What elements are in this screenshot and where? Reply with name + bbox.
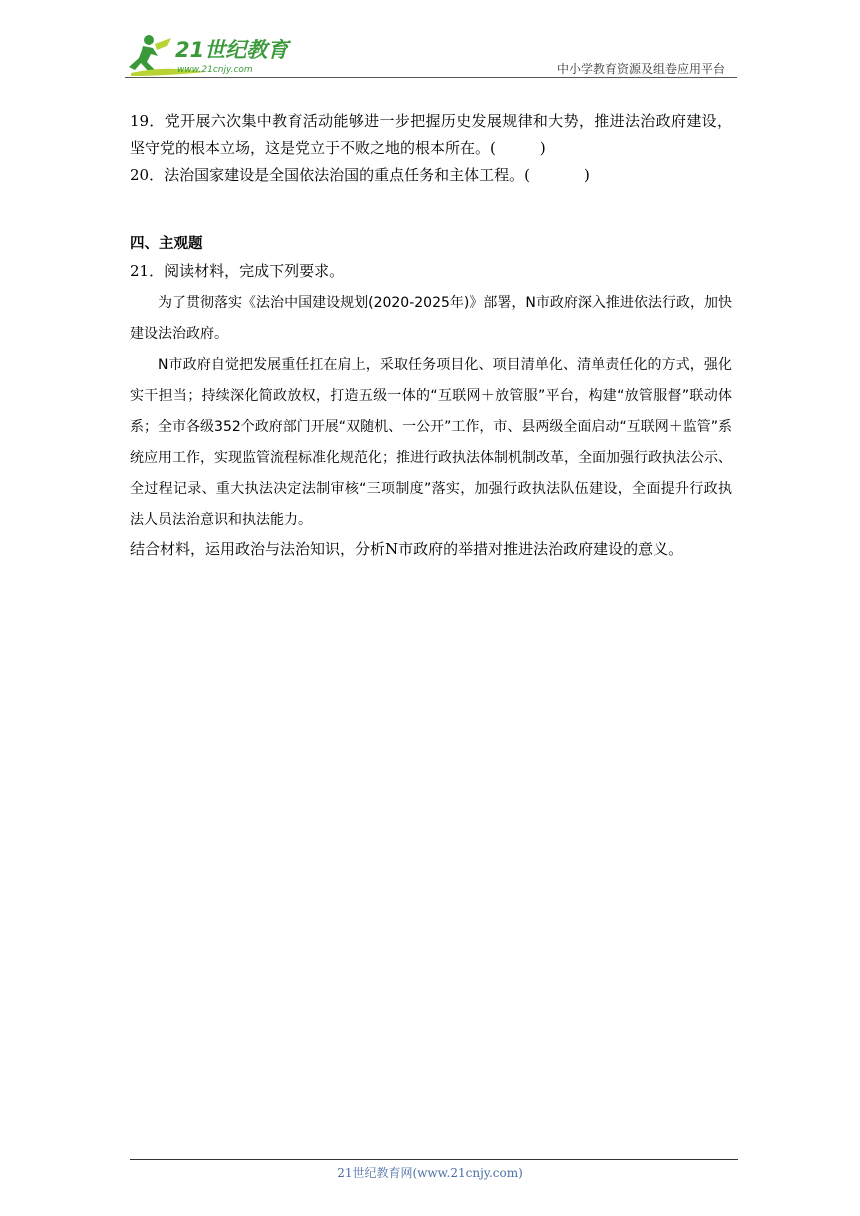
material-paragraph-2: N市政府自觉把发展重任扛在肩上，采取任务项目化、项目清单化、清单责任化的方式，强化实干担当；持续深化简政放权，打造五级一体的“互联网＋放管服”平台，构建“放管服督”联动体系；全市各级352个政府部门开展“双随机、一公开”工作，市、县两级全面启动“互联网＋监管”系统应用工作，实现监管流程标准化规范化；推进行政执法体制机制改革，全面加强行政执法公示、全过程记录、重大执法决定法制审核“三项制度”落实，加强行政执法队伍建设，全面提升行政执法人员法治意识和执法能力。	[130, 357, 732, 528]
question-19-close: )	[539, 139, 546, 157]
question-19-text: 19．党开展六次集中教育活动能够进一步把握历史发展规律和大势，推进法治政府建设，坚守党的根本立场，这是党立于不败之地的根本所在。(	[130, 112, 732, 157]
footer-divider	[130, 1159, 738, 1160]
question-19	[130, 108, 732, 162]
question-21-intro: 21．阅读材料，完成下列要求。	[130, 262, 345, 280]
logo-url: www.21cnjy.com	[177, 65, 253, 75]
header-divider	[125, 77, 737, 78]
question-20-text: 20．法治国家建设是全国依法治国的重点任务和主体工程。(	[130, 166, 530, 184]
document-body	[130, 108, 732, 563]
section-title: 四、主观题	[130, 236, 203, 252]
page-header	[125, 28, 737, 80]
question-20-close: )	[583, 166, 590, 184]
question-20	[130, 162, 732, 189]
site-logo	[125, 32, 295, 78]
platform-name: 中小学教育资源及组卷应用平台	[556, 62, 725, 76]
material-paragraph-1: 为了贯彻落实《法治中国建设规划(2020-2025年)》部署，N市政府深入推进依法行政，加快建设法治政府。	[130, 295, 732, 342]
logo-wordmark: 21世纪教育	[175, 38, 289, 62]
question-21-prompt: 结合材料，运用政治与法治知识，分析N市政府的举措对推进法治政府建设的意义。	[130, 540, 684, 558]
footer-text: 21世纪教育网(www.21cnjy.com)	[337, 1166, 523, 1180]
